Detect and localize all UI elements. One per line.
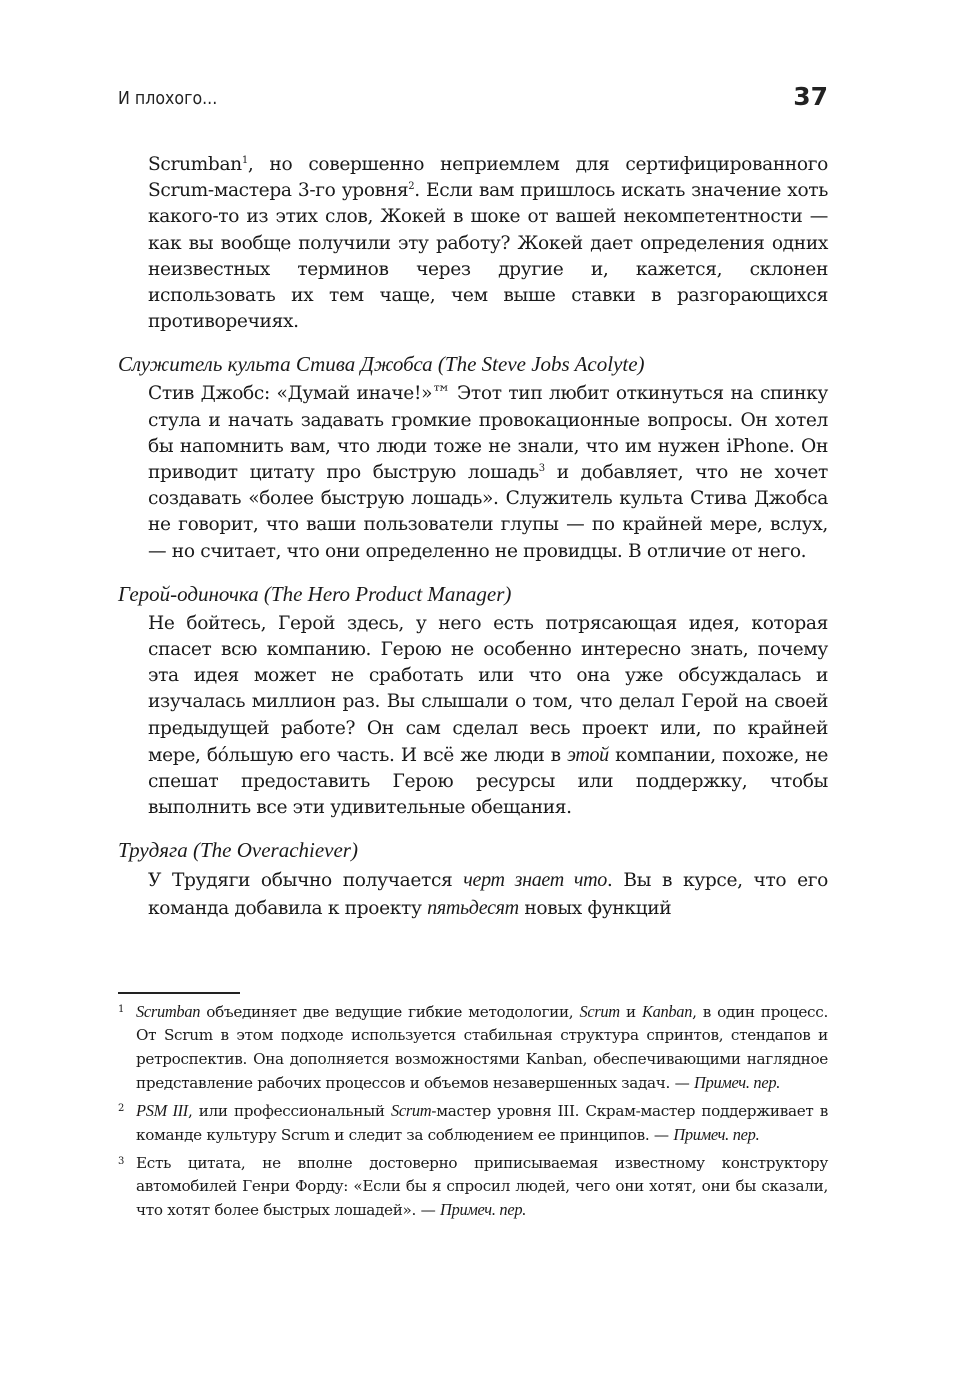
paragraph-hero-product-manager bbox=[148, 611, 828, 822]
section-heading-hero-product-manager: Герой-одиночка (The Hero Product Manager) bbox=[118, 581, 512, 606]
footnote-reference: 2 bbox=[408, 181, 415, 193]
emphasis-text: Kanban bbox=[641, 1002, 693, 1021]
footnote-2 bbox=[118, 1099, 828, 1148]
text-run: и bbox=[619, 1003, 642, 1021]
body-text bbox=[118, 152, 828, 922]
footnote-number: 2 bbox=[118, 1103, 125, 1115]
paragraph-steve-jobs-acolyte bbox=[148, 381, 828, 564]
footnote-reference: 3 bbox=[538, 462, 545, 474]
footnote-3 bbox=[118, 1152, 828, 1223]
footnote-text bbox=[136, 1102, 828, 1144]
running-head-title: И плохого... bbox=[118, 88, 218, 109]
running-head bbox=[118, 82, 828, 116]
text-run: Scrumban bbox=[148, 154, 242, 175]
emphasis-text: этой bbox=[567, 743, 609, 766]
text-run: Не бойтесь, Герой здесь, у него есть потрясающая идея, которая спасет всю компанию. Герою не особенно интересно знать, почему эта идея может не сработать или что она уже обсуждалась и изучалась миллион раз. Вы слышали о том, что делал Герой на своей предыдущей работе? Он сам сделал весь проект или, по крайней мере, бóльшую его часть. И всё же люди в bbox=[148, 612, 828, 766]
text-run: объединяет две ведущие гибкие методологии, bbox=[200, 1003, 580, 1021]
text-run: . Если вам пришлось искать значение хоть какого-то из этих слов, Жокей в шоке от вашей некомпетентности — как вы вообще получили эту работу? Жокей дает определения одних неизвестных терминов через другие и, кажется, склонен использовать их тем чаще, чем выше ставки в разгорающихся противоречиях. bbox=[148, 180, 828, 333]
text-run: новых функций bbox=[518, 897, 672, 919]
text-run: У Трудяги обычно получается bbox=[148, 870, 464, 892]
text-run: -мастер уровня III. Скрам-мастер поддерживает в команде культуру Scrum и следит за соблюдением ее принципов. — bbox=[136, 1102, 828, 1145]
paragraph-intro bbox=[148, 152, 828, 335]
footnote-reference: 1 bbox=[241, 154, 248, 166]
emphasis-text: пятьдесят bbox=[427, 896, 519, 919]
text-run: , в один процесс. От Scrum в этом подходе используется стабильная структура спринтов, стендапов и ретроспектив. Она дополняется возможностями Kanban, обеспечивающими наглядное представление рабочих процессов и объемов незавершенных задач. — bbox=[136, 1003, 828, 1092]
footnote-number: 1 bbox=[118, 1004, 125, 1015]
emphasis-text: PSM III bbox=[136, 1101, 188, 1121]
footnote-text bbox=[136, 1003, 828, 1092]
footnote-1 bbox=[118, 1000, 828, 1095]
footnote-text bbox=[136, 1154, 828, 1220]
text-run: , но совершенно неприемлем для сертифицированного Scrum-мастера 3-го уровня bbox=[148, 154, 828, 202]
emphasis-text: Примеч. пер. bbox=[694, 1072, 781, 1092]
emphasis-text: черт знает что bbox=[463, 869, 607, 892]
page-number: 37 bbox=[793, 82, 828, 111]
text-run: Стив Джобс: «Думай иначе!»™ Этот тип любит откинуться на спинку стула и начать задавать громкие провокационные вопросы. Он хотел бы напомнить вам, что люди тоже не знали, что им нужен iPhone. Он приводит цитату про быструю лошадь bbox=[148, 383, 828, 484]
footnotes bbox=[118, 1000, 828, 1227]
emphasis-text: Примеч. пер. bbox=[440, 1200, 527, 1220]
footnote-number: 3 bbox=[118, 1155, 125, 1167]
emphasis-text: Примеч. пер. bbox=[673, 1125, 760, 1145]
emphasis-text: Scrum bbox=[579, 1002, 620, 1021]
text-run: и добавляет, что не хочет создавать «более быструю лошадь». Служитель культа Стива Джобса не говорит, что ваши пользователи глупы — по крайней мере, вслух, — но считает, что они определенно не провидцы. В отличие от него. bbox=[148, 462, 828, 562]
emphasis-text: Scrumban bbox=[136, 1002, 201, 1021]
emphasis-text: Scrum bbox=[390, 1101, 432, 1121]
text-run: Есть цитата, не вполне достоверно приписываемая известному конструктору автомобилей Генри Форду: «Если бы я спросил людей, чего они хотят, они бы сказали, что хотят более быстрых лошадей». — bbox=[136, 1153, 828, 1220]
paragraph-overachiever bbox=[148, 867, 828, 921]
footnote-divider bbox=[118, 992, 240, 994]
text-run: компании, похоже, не спешат предоставить Герою ресурсы или поддержку, чтобы выполнить все эти удивительные обещания. bbox=[148, 744, 828, 819]
section-heading-steve-jobs-acolyte: Служитель культа Стива Джобса (The Steve Jobs Acolyte) bbox=[118, 352, 645, 377]
section-heading-overachiever: Трудяга (The Overachiever) bbox=[118, 838, 358, 863]
text-run: , или профессиональный bbox=[187, 1102, 391, 1121]
text-run: . Вы в курсе, что его команда добавила к проекту bbox=[148, 870, 829, 919]
